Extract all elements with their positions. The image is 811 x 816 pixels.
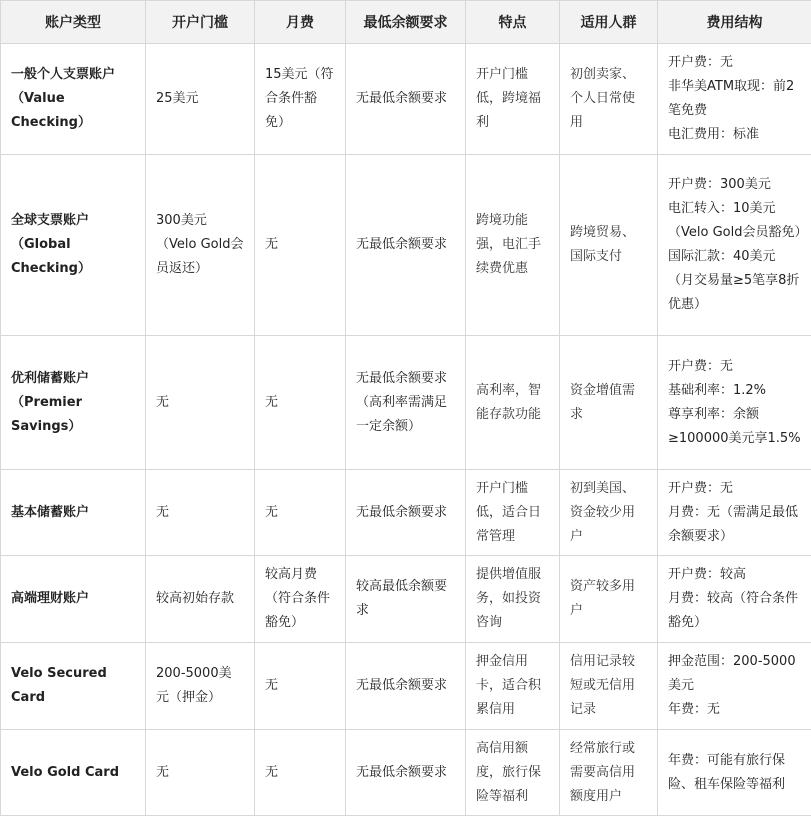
audience-cell: 跨境贸易、国际支付 [560,155,658,336]
fee-line: 年费：无 [668,698,801,722]
fee-line: 押金范围：200-5000美元 [668,650,801,698]
fee-structure-cell [658,730,811,816]
audience-cell: 资金增值需求 [560,336,658,470]
threshold-cell: 无 [146,336,255,470]
audience-cell: 初到美国、资金较少用户 [560,470,658,556]
threshold-cell: 200-5000美元（押金） [146,643,255,730]
monthly-fee-cell: 无 [255,155,346,336]
monthly-fee-cell: 无 [255,730,346,816]
fee-structure-cell [658,556,811,643]
min-balance-cell: 较高最低余额要求 [346,556,466,643]
min-balance-cell: 无最低余额要求 [346,470,466,556]
min-balance-cell: 无最低余额要求（高利率需满足一定余额） [346,336,466,470]
monthly-fee-cell: 无 [255,336,346,470]
fee-line: 尊享利率：余额≥100000美元享1.5% [668,403,801,451]
feature-cell: 高利率，智能存款功能 [466,336,560,470]
account-name-cell: 基本储蓄账户 [1,470,146,556]
audience-cell: 信用记录较短或无信用记录 [560,643,658,730]
monthly-fee-cell: 15美元（符合条件豁免） [255,44,346,155]
threshold-cell: 25美元 [146,44,255,155]
header-feature: 特点 [466,1,560,44]
fee-line: 基础利率：1.2% [668,379,801,403]
fee-line: 月费：较高（符合条件豁免） [668,587,801,635]
threshold-cell: 较高初始存款 [146,556,255,643]
fee-line: 开户费：无 [668,477,801,501]
account-name-cell: 全球支票账户（Global Checking） [1,155,146,336]
fee-structure-cell [658,336,811,470]
table-header-row [1,1,811,44]
fee-line: 月费：无（需满足最低余额要求） [668,501,801,549]
fee-line: 开户费：无 [668,355,801,379]
header-min-balance: 最低余额要求 [346,1,466,44]
audience-cell: 资产较多用户 [560,556,658,643]
table-row [1,470,811,556]
feature-cell: 押金信用卡，适合积累信用 [466,643,560,730]
min-balance-cell: 无最低余额要求 [346,155,466,336]
fee-line: 年费：可能有旅行保险、租车保险等福利 [668,749,801,797]
header-account-type: 账户类型 [1,1,146,44]
min-balance-cell: 无最低余额要求 [346,643,466,730]
threshold-cell: 无 [146,730,255,816]
account-name-cell: 高端理财账户 [1,556,146,643]
table-row [1,556,811,643]
table-row [1,44,811,155]
account-name-cell: 优利储蓄账户（Premier Savings） [1,336,146,470]
header-threshold: 开户门槛 [146,1,255,44]
fee-line: 电汇费用：标准 [668,123,801,147]
threshold-cell: 无 [146,470,255,556]
header-monthly-fee: 月费 [255,1,346,44]
fee-line: 国际汇款：40美元（月交易量≥5笔享8折优惠） [668,245,801,317]
table-row [1,643,811,730]
feature-cell: 开户门槛低，跨境福利 [466,44,560,155]
min-balance-cell: 无最低余额要求 [346,44,466,155]
feature-cell: 开户门槛低，适合日常管理 [466,470,560,556]
feature-cell: 提供增值服务，如投资咨询 [466,556,560,643]
account-name-cell: Velo Secured Card [1,643,146,730]
table-row [1,155,811,336]
fee-line: 开户费：较高 [668,563,801,587]
fee-structure-cell [658,470,811,556]
monthly-fee-cell: 无 [255,470,346,556]
feature-cell: 高信用额度，旅行保险等福利 [466,730,560,816]
fee-line: 电汇转入：10美元（Velo Gold会员豁免） [668,197,801,245]
account-name-cell: 一般个人支票账户（Value Checking） [1,44,146,155]
audience-cell: 经常旅行或需要高信用额度用户 [560,730,658,816]
audience-cell: 初创卖家、个人日常使用 [560,44,658,155]
fee-structure-cell [658,643,811,730]
monthly-fee-cell: 无 [255,643,346,730]
fee-line: 开户费：无 [668,51,801,75]
account-name-cell: Velo Gold Card [1,730,146,816]
table-row [1,730,811,816]
header-fee-structure: 费用结构 [658,1,811,44]
header-audience: 适用人群 [560,1,658,44]
feature-cell: 跨境功能强，电汇手续费优惠 [466,155,560,336]
min-balance-cell: 无最低余额要求 [346,730,466,816]
threshold-cell: 300美元（Velo Gold会员返还） [146,155,255,336]
fee-structure-cell [658,155,811,336]
fee-line: 非华美ATM取现：前2笔免费 [668,75,801,123]
fee-structure-cell [658,44,811,155]
monthly-fee-cell: 较高月费（符合条件豁免） [255,556,346,643]
fee-line: 开户费：300美元 [668,173,801,197]
table-row [1,336,811,470]
